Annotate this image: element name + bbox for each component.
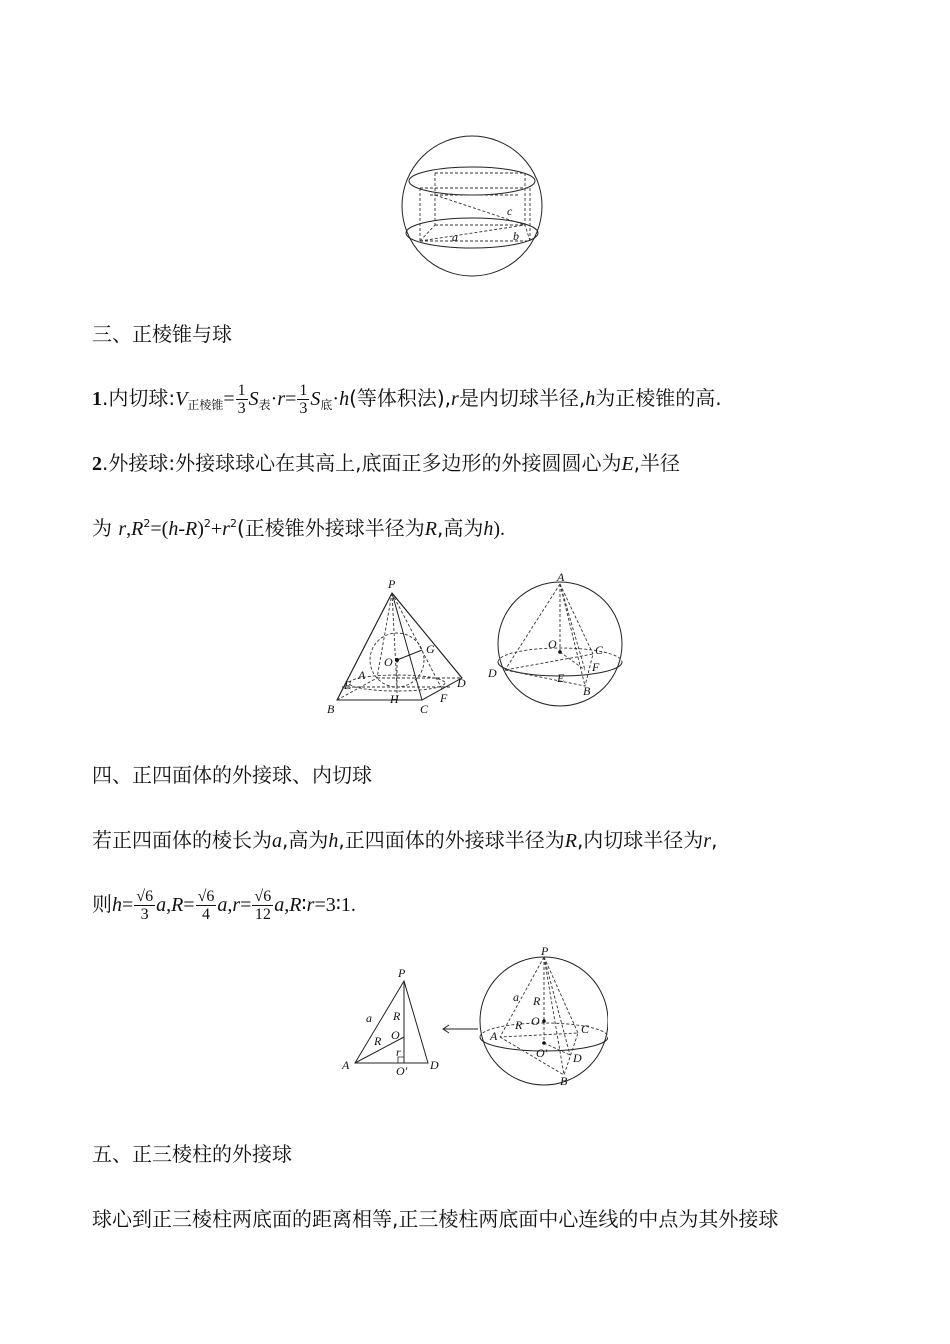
s4-text-1: 若正四面体的棱长为a,高为h,正四面体的外接球半径为R,内切球半径为r, [92,828,718,852]
fig5-label: D [573,1051,582,1065]
left-arrow-icon [440,1022,480,1036]
section-heading: 三、正棱锥与球 [92,322,232,346]
fig4-label: a [366,1011,372,1025]
pyramid-inscribed-figure [322,575,482,720]
fig3-label: B [583,684,591,698]
fig5-label: R [533,994,541,1008]
sphere-tetrahedron-figure [478,945,608,1090]
fig5-label: R [515,1018,523,1032]
fig2-label: O [384,655,393,669]
item-1: 1.内切球$:V_{正棱锥}=$ $\frac{1}{3}$ $S_表\cdot r=$ $\frac{1}{3}$ $S_底\cdot h$(等体积法),r是内切球半径,h为正棱锥的高. [92,382,722,417]
fraction: $\frac{√6}{4}$ [197,888,215,923]
item-2: 2.外接球:外接球球心在其高上,底面正多边形的外接圆圆心为E,半径 [92,451,681,475]
section-heading: 四、正四面体的外接球、内切球 [92,763,372,787]
fig4-label: O [391,1028,400,1042]
fraction: $\frac{√6}{3}$ [136,888,154,923]
fig3-label: C [595,643,604,657]
fig5-label: C [581,1022,590,1036]
sphere-box-figure [400,133,545,281]
fig2-label: H [390,692,399,706]
fig2-label: E [344,678,352,692]
fig5-label: B [560,1074,568,1088]
fig2-label: F [440,691,448,705]
sphere-pyramid-figure [485,572,630,712]
fig5-label: O′ [536,1046,548,1060]
fig5-label: a [513,990,519,1004]
fig4-label: R [393,1009,401,1023]
fig2-label: A [358,668,366,682]
section-heading: 五、正三棱柱的外接球 [92,1142,292,1166]
fig5-label: O [531,1014,540,1028]
fig2-label: G [426,642,435,656]
fig4-label: R [374,1034,382,1048]
fraction: $\frac{1}{3}$ [237,382,246,417]
fig3-label: D [488,666,497,680]
fig2-label: D [457,676,466,690]
fig4-label: r [396,1045,401,1059]
fig2-label: C [420,702,429,716]
fig3-label: F [592,660,600,674]
s4-text-2: 则h= $\frac{√6}{3}$ a,R= $\frac{√6}{4}$ a,r= $\frac{√6}{12}$ a,R∶r=3∶1. [92,888,356,923]
fig1-label: b [513,229,519,243]
fig3-label: O [548,637,557,651]
fig1-label: c [507,204,513,218]
tetrahedron-section-figure [338,965,448,1080]
fig3-label: A [557,572,565,584]
fig4-label: P [398,966,406,980]
fig2-label: B [327,702,335,716]
fraction: $\frac{√6}{12}$ [254,888,272,923]
fraction: $\frac{1}{3}$ [299,382,308,417]
fig2-label: P [388,577,396,591]
fig4-label: O′ [396,1064,408,1078]
item-2-cont: 为 $r,R^2=(h-R)^2+r^2$(正棱锥外接球半径为R,高为h). [92,516,506,540]
fig3-label: E [557,671,565,685]
fig4-label: D [430,1058,439,1072]
fig1-label: a [452,230,458,244]
fig4-label: A [342,1058,350,1072]
fig5-label: A [490,1029,498,1043]
fig5-label: P [541,945,549,958]
s5-text: 球心到正三棱柱两底面的距离相等,正三棱柱两底面中心连线的中点为其外接球 [92,1207,779,1231]
